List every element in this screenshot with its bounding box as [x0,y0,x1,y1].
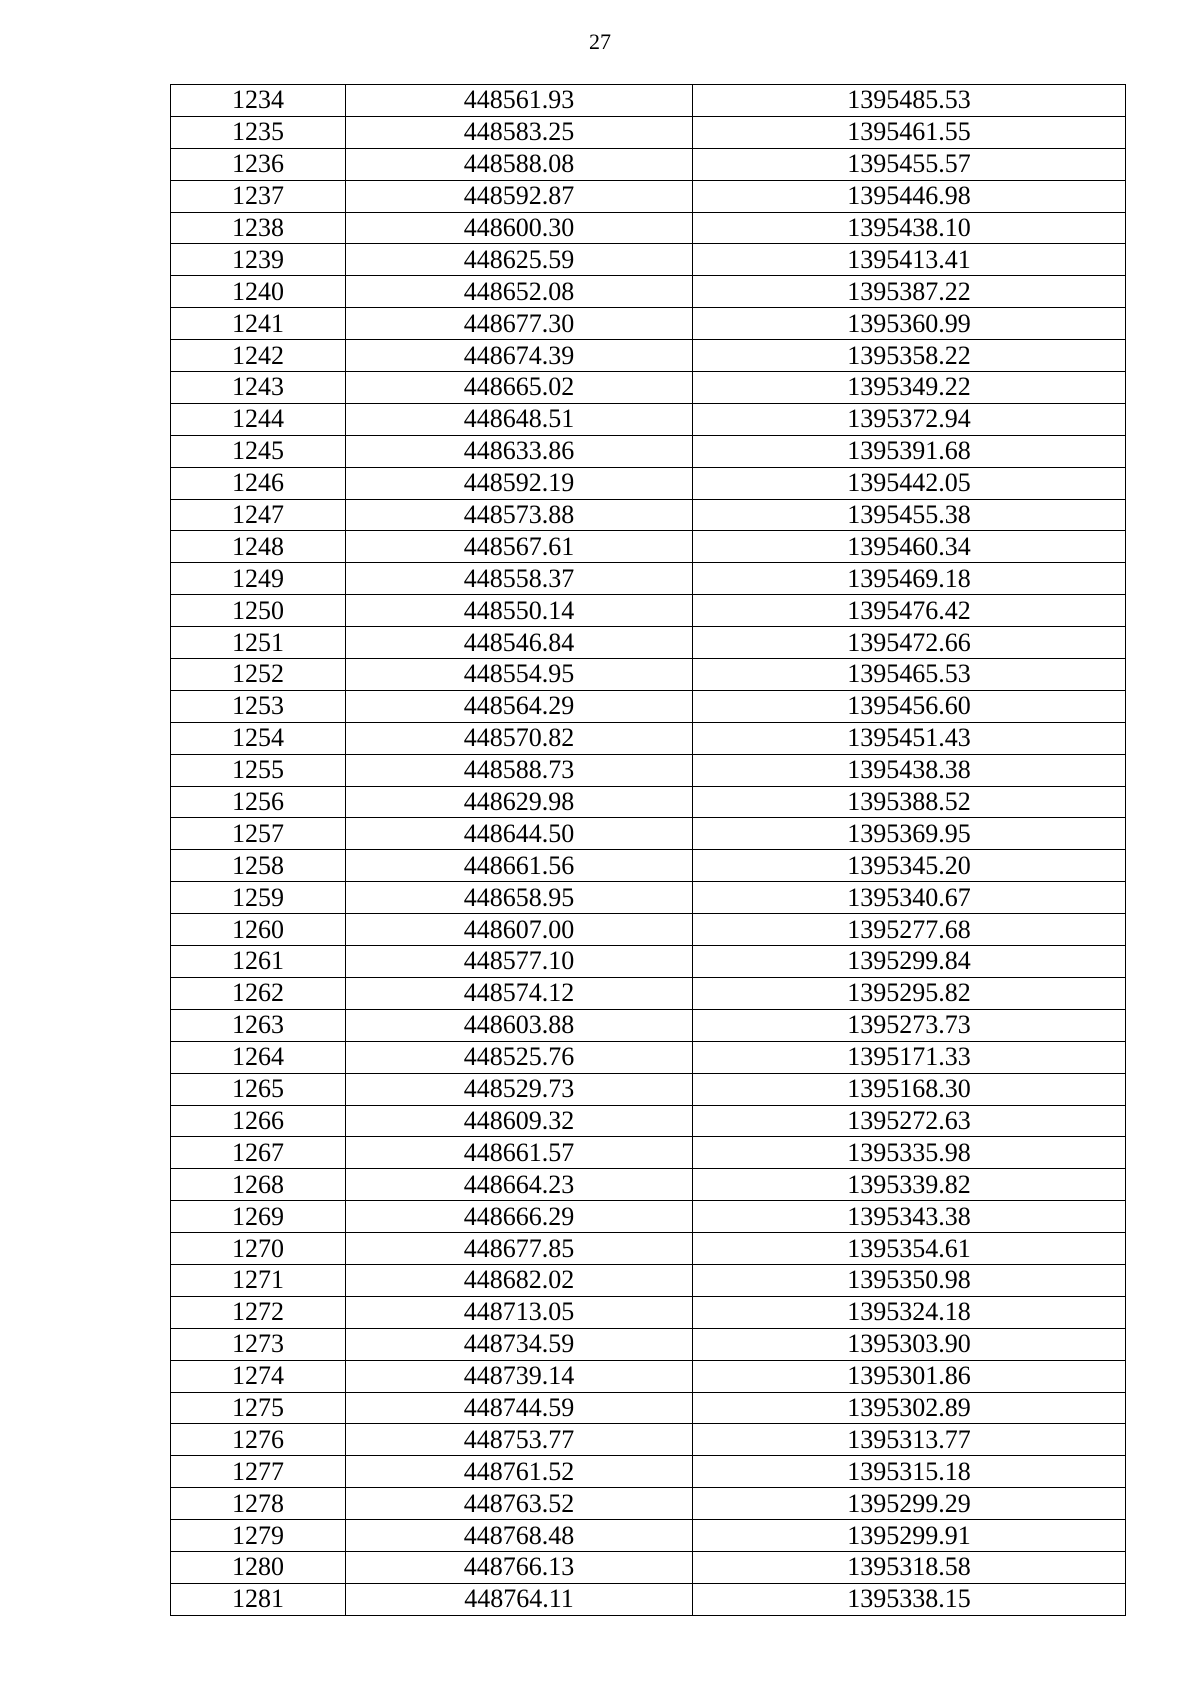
x-coordinate-cell: 448677.30 [346,308,693,340]
x-coordinate-cell: 448525.76 [346,1041,693,1073]
y-coordinate-cell: 1395349.22 [693,372,1126,404]
x-coordinate-cell: 448583.25 [346,116,693,148]
y-coordinate-cell: 1395387.22 [693,276,1126,308]
y-coordinate-cell: 1395315.18 [693,1456,1126,1488]
table-row [171,914,1126,946]
y-coordinate-cell: 1395438.38 [693,754,1126,786]
point-number-cell: 1256 [171,786,346,818]
x-coordinate-cell: 448588.08 [346,148,693,180]
y-coordinate-cell: 1395372.94 [693,403,1126,435]
x-coordinate-cell: 448567.61 [346,531,693,563]
point-number-cell: 1246 [171,467,346,499]
x-coordinate-cell: 448761.52 [346,1456,693,1488]
y-coordinate-cell: 1395302.89 [693,1392,1126,1424]
table-row [171,754,1126,786]
x-coordinate-cell: 448734.59 [346,1328,693,1360]
x-coordinate-cell: 448529.73 [346,1073,693,1105]
table-row [171,1009,1126,1041]
point-number-cell: 1271 [171,1264,346,1296]
y-coordinate-cell: 1395461.55 [693,116,1126,148]
point-number-cell: 1253 [171,690,346,722]
table-row [171,1520,1126,1552]
table-row [171,1041,1126,1073]
page-number: 27 [589,29,611,54]
x-coordinate-cell: 448603.88 [346,1009,693,1041]
point-number-cell: 1264 [171,1041,346,1073]
point-number-cell: 1272 [171,1296,346,1328]
table-row [171,850,1126,882]
point-number-cell: 1274 [171,1360,346,1392]
x-coordinate-cell: 448768.48 [346,1520,693,1552]
x-coordinate-cell: 448661.56 [346,850,693,882]
y-coordinate-cell: 1395335.98 [693,1137,1126,1169]
table-row [171,818,1126,850]
table-row [171,1296,1126,1328]
table-row [171,1073,1126,1105]
x-coordinate-cell: 448573.88 [346,499,693,531]
y-coordinate-cell: 1395318.58 [693,1551,1126,1583]
point-number-cell: 1267 [171,1137,346,1169]
x-coordinate-cell: 448644.50 [346,818,693,850]
table-row [171,882,1126,914]
table-row [171,1551,1126,1583]
table-row [171,467,1126,499]
y-coordinate-cell: 1395339.82 [693,1169,1126,1201]
point-number-cell: 1249 [171,563,346,595]
x-coordinate-cell: 448674.39 [346,340,693,372]
point-number-cell: 1237 [171,180,346,212]
x-coordinate-cell: 448592.19 [346,467,693,499]
point-number-cell: 1260 [171,914,346,946]
y-coordinate-cell: 1395299.84 [693,946,1126,978]
x-coordinate-cell: 448592.87 [346,180,693,212]
table-row [171,1392,1126,1424]
point-number-cell: 1266 [171,1105,346,1137]
table-row [171,531,1126,563]
point-number-cell: 1275 [171,1392,346,1424]
y-coordinate-cell: 1395343.38 [693,1201,1126,1233]
table-row [171,1105,1126,1137]
point-number-cell: 1280 [171,1551,346,1583]
x-coordinate-cell: 448546.84 [346,627,693,659]
point-number-cell: 1276 [171,1424,346,1456]
table-row [171,1360,1126,1392]
x-coordinate-cell: 448600.30 [346,212,693,244]
table-row [171,148,1126,180]
table-row [171,946,1126,978]
y-coordinate-cell: 1395299.29 [693,1488,1126,1520]
table-row [171,116,1126,148]
point-number-cell: 1236 [171,148,346,180]
x-coordinate-cell: 448625.59 [346,244,693,276]
table-row [171,627,1126,659]
x-coordinate-cell: 448766.13 [346,1551,693,1583]
table-row [171,85,1126,117]
point-number-cell: 1257 [171,818,346,850]
x-coordinate-cell: 448739.14 [346,1360,693,1392]
y-coordinate-cell: 1395472.66 [693,627,1126,659]
table-row [171,180,1126,212]
y-coordinate-cell: 1395465.53 [693,659,1126,691]
y-coordinate-cell: 1395338.15 [693,1583,1126,1615]
point-number-cell: 1251 [171,627,346,659]
point-number-cell: 1258 [171,850,346,882]
table-row [171,563,1126,595]
point-number-cell: 1244 [171,403,346,435]
table-row [171,340,1126,372]
table-row [171,1137,1126,1169]
y-coordinate-cell: 1395438.10 [693,212,1126,244]
x-coordinate-cell: 448753.77 [346,1424,693,1456]
y-coordinate-cell: 1395360.99 [693,308,1126,340]
x-coordinate-cell: 448629.98 [346,786,693,818]
point-number-cell: 1242 [171,340,346,372]
point-number-cell: 1243 [171,372,346,404]
x-coordinate-cell: 448648.51 [346,403,693,435]
table-row [171,1328,1126,1360]
x-coordinate-cell: 448664.23 [346,1169,693,1201]
y-coordinate-cell: 1395299.91 [693,1520,1126,1552]
x-coordinate-cell: 448666.29 [346,1201,693,1233]
table-row [171,722,1126,754]
point-number-cell: 1245 [171,435,346,467]
y-coordinate-cell: 1395358.22 [693,340,1126,372]
table-row [171,372,1126,404]
table-row [171,977,1126,1009]
x-coordinate-cell: 448677.85 [346,1233,693,1265]
point-number-cell: 1239 [171,244,346,276]
x-coordinate-cell: 448661.57 [346,1137,693,1169]
point-number-cell: 1247 [171,499,346,531]
y-coordinate-cell: 1395324.18 [693,1296,1126,1328]
x-coordinate-cell: 448713.05 [346,1296,693,1328]
point-number-cell: 1263 [171,1009,346,1041]
point-number-cell: 1279 [171,1520,346,1552]
table-row [171,595,1126,627]
table-row [171,499,1126,531]
point-number-cell: 1278 [171,1488,346,1520]
y-coordinate-cell: 1395455.57 [693,148,1126,180]
point-number-cell: 1277 [171,1456,346,1488]
y-coordinate-cell: 1395295.82 [693,977,1126,1009]
table-row [171,1169,1126,1201]
point-number-cell: 1248 [171,531,346,563]
y-coordinate-cell: 1395391.68 [693,435,1126,467]
point-number-cell: 1269 [171,1201,346,1233]
table-row [171,1424,1126,1456]
y-coordinate-cell: 1395469.18 [693,563,1126,595]
y-coordinate-cell: 1395168.30 [693,1073,1126,1105]
point-number-cell: 1240 [171,276,346,308]
x-coordinate-cell: 448558.37 [346,563,693,595]
table-row [171,1456,1126,1488]
x-coordinate-cell: 448550.14 [346,595,693,627]
y-coordinate-cell: 1395455.38 [693,499,1126,531]
point-number-cell: 1234 [171,85,346,117]
y-coordinate-cell: 1395442.05 [693,467,1126,499]
y-coordinate-cell: 1395277.68 [693,914,1126,946]
x-coordinate-cell: 448665.02 [346,372,693,404]
table-row [171,1583,1126,1615]
table-row [171,1201,1126,1233]
point-number-cell: 1255 [171,754,346,786]
y-coordinate-cell: 1395485.53 [693,85,1126,117]
x-coordinate-cell: 448577.10 [346,946,693,978]
point-number-cell: 1262 [171,977,346,1009]
x-coordinate-cell: 448574.12 [346,977,693,1009]
table-row [171,1264,1126,1296]
x-coordinate-cell: 448607.00 [346,914,693,946]
x-coordinate-cell: 448652.08 [346,276,693,308]
point-number-cell: 1241 [171,308,346,340]
x-coordinate-cell: 448609.32 [346,1105,693,1137]
x-coordinate-cell: 448633.86 [346,435,693,467]
x-coordinate-cell: 448763.52 [346,1488,693,1520]
table-row [171,690,1126,722]
y-coordinate-cell: 1395345.20 [693,850,1126,882]
x-coordinate-cell: 448744.59 [346,1392,693,1424]
point-number-cell: 1252 [171,659,346,691]
table-row [171,244,1126,276]
point-number-cell: 1235 [171,116,346,148]
y-coordinate-cell: 1395301.86 [693,1360,1126,1392]
table-row [171,276,1126,308]
y-coordinate-cell: 1395446.98 [693,180,1126,212]
point-number-cell: 1273 [171,1328,346,1360]
point-number-cell: 1259 [171,882,346,914]
y-coordinate-cell: 1395273.73 [693,1009,1126,1041]
y-coordinate-cell: 1395476.42 [693,595,1126,627]
table-row [171,403,1126,435]
point-number-cell: 1261 [171,946,346,978]
x-coordinate-cell: 448658.95 [346,882,693,914]
y-coordinate-cell: 1395171.33 [693,1041,1126,1073]
x-coordinate-cell: 448764.11 [346,1583,693,1615]
y-coordinate-cell: 1395460.34 [693,531,1126,563]
y-coordinate-cell: 1395413.41 [693,244,1126,276]
y-coordinate-cell: 1395369.95 [693,818,1126,850]
x-coordinate-cell: 448564.29 [346,690,693,722]
table-row [171,308,1126,340]
y-coordinate-cell: 1395303.90 [693,1328,1126,1360]
y-coordinate-cell: 1395272.63 [693,1105,1126,1137]
point-number-cell: 1265 [171,1073,346,1105]
table-row [171,659,1126,691]
y-coordinate-cell: 1395451.43 [693,722,1126,754]
y-coordinate-cell: 1395350.98 [693,1264,1126,1296]
point-number-cell: 1238 [171,212,346,244]
x-coordinate-cell: 448554.95 [346,659,693,691]
point-number-cell: 1281 [171,1583,346,1615]
x-coordinate-cell: 448561.93 [346,85,693,117]
y-coordinate-cell: 1395313.77 [693,1424,1126,1456]
x-coordinate-cell: 448682.02 [346,1264,693,1296]
x-coordinate-cell: 448570.82 [346,722,693,754]
point-number-cell: 1250 [171,595,346,627]
y-coordinate-cell: 1395354.61 [693,1233,1126,1265]
point-number-cell: 1270 [171,1233,346,1265]
y-coordinate-cell: 1395388.52 [693,786,1126,818]
table-row [171,1233,1126,1265]
y-coordinate-cell: 1395456.60 [693,690,1126,722]
table-row [171,786,1126,818]
table-row [171,435,1126,467]
coordinates-table [170,84,1126,1616]
x-coordinate-cell: 448588.73 [346,754,693,786]
y-coordinate-cell: 1395340.67 [693,882,1126,914]
point-number-cell: 1254 [171,722,346,754]
table-row [171,1488,1126,1520]
table-body [171,85,1126,1616]
point-number-cell: 1268 [171,1169,346,1201]
table-row [171,212,1126,244]
